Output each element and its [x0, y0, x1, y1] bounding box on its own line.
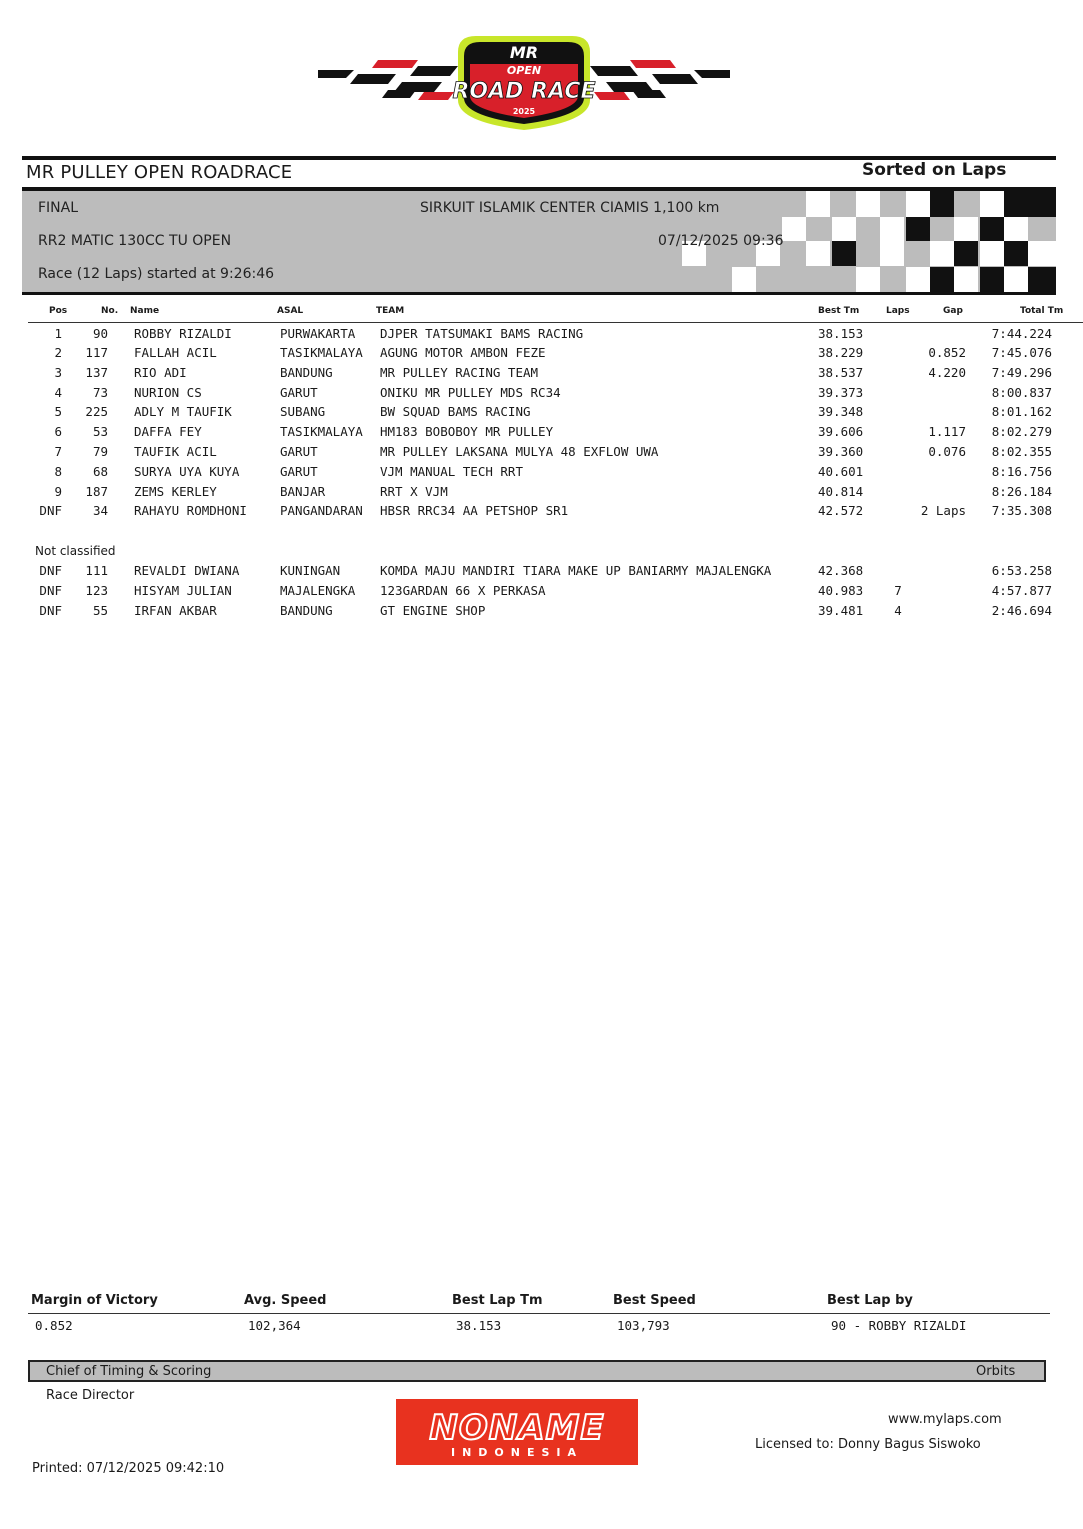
cell-asal: GARUT [280, 464, 318, 479]
cell-total: 6:53.258 [991, 563, 1052, 578]
cell-best: 38.229 [818, 345, 864, 360]
cell-team: ONIKU MR PULLEY MDS RC34 [380, 385, 561, 400]
cell-no: 73 [92, 385, 108, 400]
cell-total: 2:46.694 [991, 603, 1052, 618]
cell-pos: 5 [54, 404, 62, 419]
summary-best-lap-by-label: Best Lap by [827, 1293, 913, 1308]
cell-gap: 2 Laps [920, 503, 966, 518]
cell-best: 42.368 [818, 563, 864, 578]
table-row [0, 444, 1083, 464]
right-chequered-wing [590, 60, 730, 100]
orbits-label: Orbits [976, 1364, 1016, 1379]
cell-total: 7:49.296 [991, 365, 1052, 380]
cell-team: VJM MANUAL TECH RRT [380, 464, 523, 479]
table-row [0, 563, 1083, 583]
cell-best: 39.606 [818, 424, 864, 439]
cell-total: 7:35.308 [991, 503, 1052, 518]
cell-pos: 8 [54, 464, 62, 479]
cell-asal: PURWAKARTA [280, 326, 356, 341]
cell-asal: TASIKMALAYA [280, 424, 363, 439]
cell-total: 8:16.756 [991, 464, 1052, 479]
cell-name: HISYAM JULIAN [134, 583, 232, 598]
cell-gap: 0.076 [928, 444, 966, 459]
cell-no: 34 [92, 503, 108, 518]
cell-pos: DNF [39, 503, 62, 518]
summary-best-lap-by-value: 90 - ROBBY RIZALDI [831, 1318, 967, 1333]
cell-name: RAHAYU ROMDHONI [134, 503, 247, 518]
chief-timing-label: Chief of Timing & Scoring [46, 1364, 212, 1379]
cell-team: HBSR RRC34 AA PETSHOP SR1 [380, 503, 569, 518]
sorted-label: Sorted on Laps [862, 160, 1007, 180]
cell-gap: 0.852 [928, 345, 966, 360]
cell-best: 40.814 [818, 484, 864, 499]
session-label: FINAL [38, 200, 79, 216]
cell-laps: 7 [894, 583, 902, 598]
cell-pos: 4 [54, 385, 62, 400]
col-laps: Laps [886, 306, 910, 316]
cell-asal: PANGANDARAN [280, 503, 363, 518]
table-row [0, 603, 1083, 623]
cell-pos: DNF [39, 603, 62, 618]
cell-name: REVALDI DWIANA [134, 563, 240, 578]
race-header-block [22, 191, 1056, 292]
cell-team: GT ENGINE SHOP [380, 603, 486, 618]
cell-team: KOMDA MAJU MANDIRI TIARA MAKE UP BANIARMY MAJALENGKA [380, 563, 772, 578]
cell-no: 55 [92, 603, 108, 618]
logo-line1: OPEN [506, 64, 542, 77]
cell-team: 123GARDAN 66 X PERKASA [380, 583, 546, 598]
summary-best-speed-label: Best Speed [613, 1293, 696, 1308]
header-bottom-rule [22, 292, 1056, 295]
table-row [0, 484, 1083, 504]
cell-best: 39.348 [818, 404, 864, 419]
cell-team: MR PULLEY LAKSANA MULYA 48 EXFLOW UWA [380, 444, 659, 459]
table-row [0, 345, 1083, 365]
cell-no: 123 [85, 583, 108, 598]
cell-no: 225 [85, 404, 108, 419]
cell-name: DAFFA FEY [134, 424, 202, 439]
cell-asal: BANDUNG [280, 365, 333, 380]
race-director-label: Race Director [46, 1388, 135, 1403]
cell-pos: 3 [54, 365, 62, 380]
circuit-label: SIRKUIT ISLAMIK CENTER CIAMIS 1,100 km [420, 200, 720, 216]
cell-total: 8:26.184 [991, 484, 1052, 499]
summary-margin-label: Margin of Victory [31, 1293, 158, 1308]
cell-asal: SUBANG [280, 404, 326, 419]
cell-asal: MAJALENGKA [280, 583, 356, 598]
not-classified-heading: Not classified [35, 544, 116, 558]
cell-name: NURION CS [134, 385, 202, 400]
website-label: www.mylaps.com [888, 1412, 1002, 1427]
sponsor-country: INDONESIA [450, 1446, 584, 1459]
cell-gap: 1.117 [928, 424, 966, 439]
cell-asal: BANJAR [280, 484, 326, 499]
cell-laps: 4 [894, 603, 902, 618]
table-row [0, 404, 1083, 424]
cell-pos: 9 [54, 484, 62, 499]
cell-best: 38.153 [818, 326, 864, 341]
cell-asal: TASIKMALAYA [280, 345, 363, 360]
cell-gap: 4.220 [928, 365, 966, 380]
cell-best: 40.601 [818, 464, 864, 479]
cell-name: SURYA UYA KUYA [134, 464, 240, 479]
cell-pos: 1 [54, 326, 62, 341]
cell-asal: GARUT [280, 444, 318, 459]
col-best: Best Tm [818, 306, 860, 316]
summary-margin-value: 0.852 [35, 1318, 73, 1333]
cell-asal: KUNINGAN [280, 563, 341, 578]
race-datetime: 07/12/2025 09:36 [658, 233, 784, 249]
cell-team: RRT X VJM [380, 484, 448, 499]
cell-best: 39.360 [818, 444, 864, 459]
logo-line2: ROAD RACE [452, 79, 596, 104]
cell-pos: 7 [54, 444, 62, 459]
cell-pos: 2 [54, 345, 62, 360]
printed-label: Printed: 07/12/2025 09:42:10 [32, 1461, 225, 1476]
cell-total: 8:01.162 [991, 404, 1052, 419]
col-gap: Gap [943, 306, 963, 316]
cell-team: HM183 BOBOBOY MR PULLEY [380, 424, 554, 439]
sponsor-name: NONAME [429, 1408, 605, 1448]
left-chequered-wing [318, 60, 458, 100]
cell-pos: DNF [39, 583, 62, 598]
event-title: MR PULLEY OPEN ROADRACE [26, 162, 293, 183]
table-row [0, 424, 1083, 444]
cell-team: MR PULLEY RACING TEAM [380, 365, 539, 380]
cell-name: TAUFIK ACIL [134, 444, 217, 459]
cell-no: 187 [85, 484, 108, 499]
cell-name: RIO ADI [134, 365, 187, 380]
cell-name: IRFAN AKBAR [134, 603, 217, 618]
mr-open-road-race-logo [318, 30, 730, 134]
table-row [0, 365, 1083, 385]
col-asal: ASAL [277, 306, 304, 316]
table-row [0, 326, 1083, 346]
summary-avg-speed-label: Avg. Speed [244, 1293, 327, 1308]
cell-no: 53 [92, 424, 108, 439]
cell-total: 8:00.837 [991, 385, 1052, 400]
table-row [0, 583, 1083, 603]
cell-name: ZEMS KERLEY [134, 484, 217, 499]
cell-no: 68 [92, 464, 108, 479]
cell-name: ADLY M TAUFIK [134, 404, 232, 419]
col-name: Name [130, 306, 160, 316]
cell-no: 111 [85, 563, 108, 578]
table-row [0, 503, 1083, 523]
cell-total: 8:02.355 [991, 444, 1052, 459]
cell-no: 90 [92, 326, 108, 341]
cell-total: 7:45.076 [991, 345, 1052, 360]
col-pos: Pos [49, 306, 68, 316]
licensed-label: Licensed to: Donny Bagus Siswoko [755, 1437, 981, 1452]
cell-asal: GARUT [280, 385, 318, 400]
race-info: Race (12 Laps) started at 9:26:46 [38, 266, 275, 282]
logo-year: 2025 [512, 107, 536, 116]
table-row [0, 464, 1083, 484]
cell-total: 4:57.877 [991, 583, 1052, 598]
cell-team: BW SQUAD BAMS RACING [380, 404, 531, 419]
col-total: Total Tm [1020, 306, 1064, 316]
cell-team: AGUNG MOTOR AMBON FEZE [380, 345, 546, 360]
summary-best-lap-label: Best Lap Tm [452, 1293, 543, 1308]
cell-asal: BANDUNG [280, 603, 333, 618]
table-row [0, 385, 1083, 405]
cell-team: DJPER TATSUMAKI BAMS RACING [380, 326, 584, 341]
col-no: No. [101, 306, 119, 316]
cell-pos: 6 [54, 424, 62, 439]
class-label: RR2 MATIC 130CC TU OPEN [38, 233, 232, 249]
cell-best: 39.373 [818, 385, 864, 400]
cell-no: 79 [92, 444, 108, 459]
cell-best: 40.983 [818, 583, 864, 598]
cell-name: FALLAH ACIL [134, 345, 217, 360]
summary-best-lap-value: 38.153 [456, 1318, 502, 1333]
logo-brand: MR [509, 43, 539, 62]
cell-pos: DNF [39, 563, 62, 578]
cell-total: 8:02.279 [991, 424, 1052, 439]
cell-no: 117 [85, 345, 108, 360]
cell-best: 42.572 [818, 503, 864, 518]
cell-no: 137 [85, 365, 108, 380]
cell-best: 38.537 [818, 365, 864, 380]
cell-best: 39.481 [818, 603, 864, 618]
summary-rule [28, 1313, 1050, 1314]
col-team: TEAM [376, 306, 405, 316]
cell-name: ROBBY RIZALDI [134, 326, 232, 341]
timing-scoring-bar [28, 1360, 1046, 1382]
cell-total: 7:44.224 [991, 326, 1052, 341]
table-header-rule [28, 322, 1083, 323]
summary-avg-speed-value: 102,364 [248, 1318, 301, 1333]
summary-best-speed-value: 103,793 [617, 1318, 670, 1333]
noname-indonesia-logo [396, 1399, 638, 1465]
